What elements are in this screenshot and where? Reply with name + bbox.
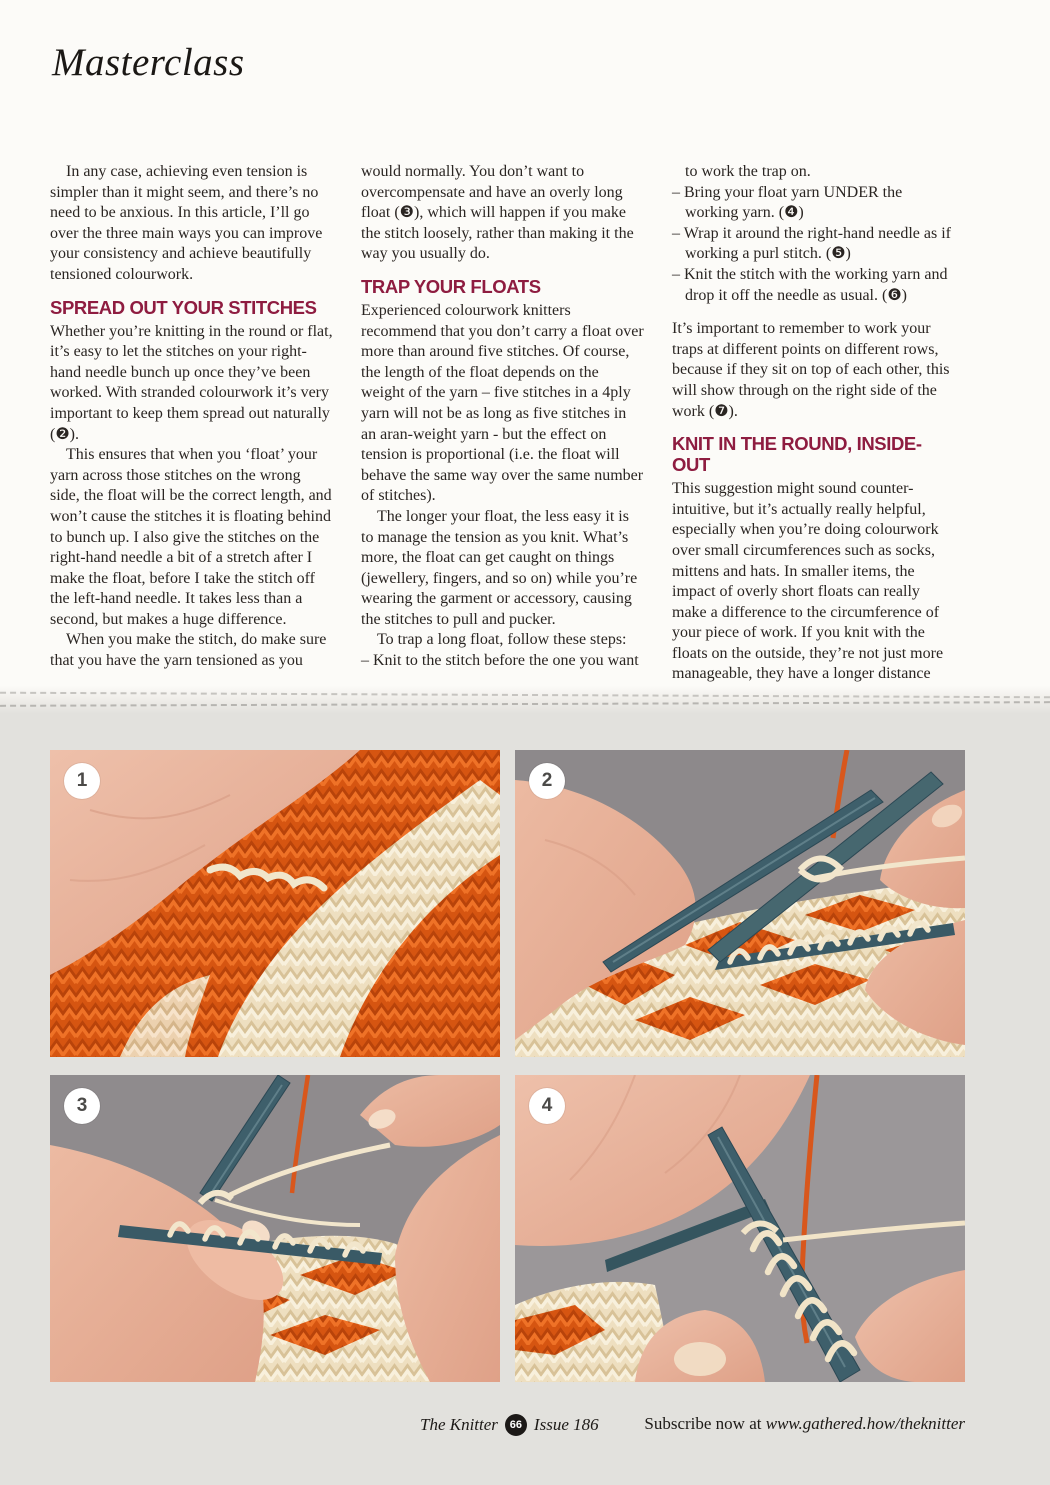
paragraph: When you make the stitch, do make sure that you have the yarn tensioned as you (50, 631, 327, 670)
step-photo-1 (50, 750, 500, 1057)
article-column-1 (50, 162, 333, 692)
footer-issue-info (420, 1414, 599, 1436)
bullet-item: – Knit to the stitch before the one you want (361, 652, 639, 670)
step-number-badge: 4 (529, 1088, 565, 1124)
page-title: Masterclass (52, 41, 245, 84)
knitting-hands-image (50, 1075, 500, 1382)
paragraph: Experienced colourwork knitters recommend that you don’t carry a float over more than around five stitches. Of course, the length of the float depends on the weight of the yarn – five stitches in a 4ply yarn will not be as long as five stitches in an aran-weight yarn - but the effect on tension is proportional (i.e. the float will behave the same way over the same number of stitches). (361, 301, 644, 505)
article-column-2 (361, 162, 644, 692)
step-number-badge: 3 (64, 1088, 100, 1124)
bullet-item: – Wrap it around the right-hand needle as if working a purl stitch. (❺) (672, 224, 951, 263)
section-heading: TRAP YOUR FLOATS (361, 275, 541, 297)
magazine-title: The Knitter (420, 1415, 498, 1434)
knitting-stitches-image (515, 1075, 965, 1382)
paragraph: would normally. You don’t want to overcompensate and have an overly long float (❸), which will happen if you make the stitch loosely, rather than making it the way you usually do. (361, 163, 634, 263)
paragraph: It’s important to remember to work your traps at different points on different rows, because if they sit on top of each other, this will show through on the right side of the work (❼). (672, 320, 950, 420)
knitting-closeup-image (50, 750, 500, 1057)
step-photo-section (0, 714, 1050, 1485)
paragraph: Whether you’re knitting in the round or flat, it’s easy to let the stitches on your right-hand needle bunch up once they’ve been worked. With stranded colourwork it’s very important to keep them spread out naturally (❷). (50, 322, 333, 443)
bullet-item: – Knit the stitch with the working yarn and drop it off the needle as usual. (❻) (672, 265, 948, 304)
article-body (50, 162, 955, 692)
paragraph: This ensures that when you ‘float’ your yarn across those stitches on the wrong side, the float will be the correct length, and won’t cause the stitches it is floating behind to bunch up. I also give the stitches on the right-hand needle a bit of a stretch after I make the float, before I take the stitch off the left-hand needle. It takes less than a second, but makes a huge difference. (50, 446, 332, 628)
tear-dash-line (0, 701, 1050, 707)
bullet-item: – Bring your float yarn UNDER the working yarn. (❹) (672, 183, 903, 222)
issue-label: Issue 186 (533, 1415, 599, 1434)
paragraph: This suggestion might sound counter-intuitive, but it’s actually really helpful, especially when you’re doing colourwork over small circumferences such as socks, mittens and hats. In smaller items, the impact of overly short floats can really make a difference to the circumference of your piece of work. If you knit with the floats on the outside, they’re not just more manageable, they have a longer distance (672, 480, 944, 683)
subscribe-url: www.gathered.how/theknitter (765, 1414, 965, 1433)
bullet-item-continuation: to work the trap on. (685, 163, 811, 180)
footer-subscribe (644, 1414, 965, 1434)
subscribe-text: Subscribe now at (644, 1414, 766, 1433)
paragraph: The longer your float, the less easy it is to manage the tension as you knit. What’s more, the float can get caught on things (jewellery, fingers, and so on) while you’re wearing the garment or accessory, causing the stitches to pull and pucker. (361, 507, 638, 628)
step-number-badge: 2 (529, 763, 565, 799)
tear-dash-line (0, 692, 1050, 699)
section-heading: SPREAD OUT YOUR STITCHES (50, 296, 317, 318)
knitting-needles-image (515, 750, 965, 1057)
step-photo-3 (50, 1075, 500, 1382)
step-photo-2 (515, 750, 965, 1057)
perforated-tear-edge (0, 686, 1050, 714)
page-footer (50, 1414, 965, 1440)
section-heading: KNIT IN THE ROUND, INSIDE-OUT (672, 433, 922, 476)
issue-number-badge: 66 (505, 1414, 527, 1436)
step-photo-4 (515, 1075, 965, 1382)
paragraph: In any case, achieving even tension is simpler than it might seem, and there’s no need to be anxious. In this article, I’ll go over the three main ways you can improve your consistency and achieve beautifully tensioned colourwork. (50, 163, 323, 283)
paragraph: To trap a long float, follow these steps: (377, 631, 627, 649)
step-number-badge: 1 (64, 763, 100, 799)
article-column-3 (672, 162, 955, 692)
